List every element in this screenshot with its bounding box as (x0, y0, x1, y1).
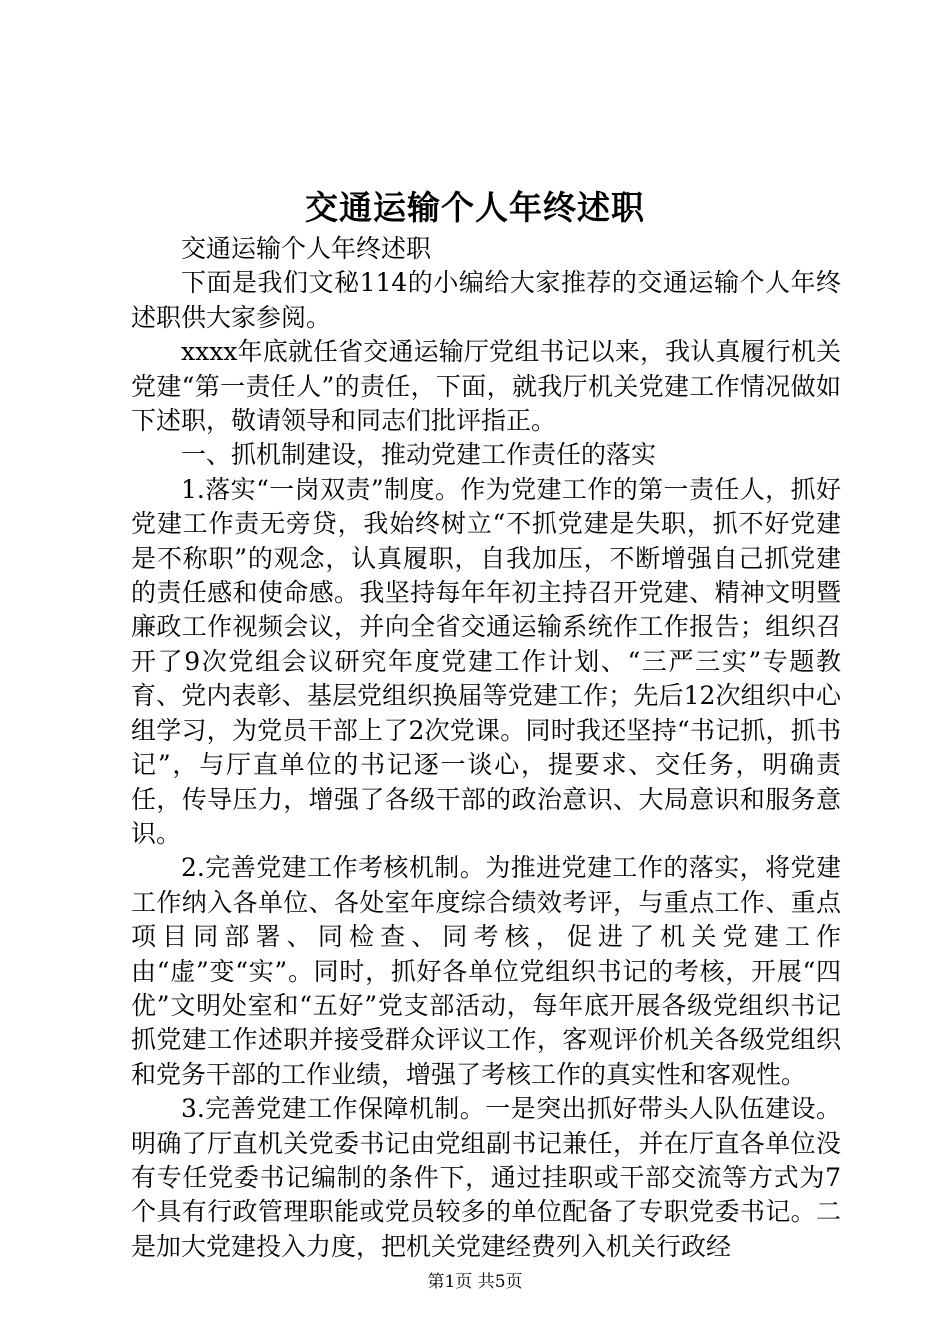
paragraph-intro: 下面是我们文秘114的小编给大家推荐的交通运输个人年终述职供大家参阅。 (131, 268, 841, 332)
paragraph-item-2: 2.完善党建工作考核机制。为推进党建工作的落实，将党建工作纳入各单位、各处室年度综合绩效考评，与重点工作、重点项目同部署、同检查、同考核，促进了机关党建工作由“虚”变“实”。同时，抓好各单位党组织书记的考核，开展“四优”文明处室和“五好”党支部活动，每年底开展各级党组织书记抓党建工作述职并接受群众评议工作，客观评价机关各级党组织和党务干部的工作业绩，增强了考核工作的真实性和客观性。 (131, 853, 841, 1089)
paragraph-subtitle: 交通运输个人年终述职 (181, 234, 432, 263)
paragraph-preface: xxxx年底就任省交通运输厅党组书记以来，我认真履行机关党建“第一责任人”的责任，下面，就我厅机关党建工作情况做如下述职，敬请领导和同志们批评指正。 (131, 337, 841, 436)
paragraph-item-1: 1.落实“一岗双责”制度。作为党建工作的第一责任人，抓好党建工作责无旁贷，我始终树立“不抓党建是失职，抓不好党建是不称职”的观念，认真履职，自我加压，不断增强自己抓党建的责任感和使命感。我坚持每年年初主持召开党建、精神文明暨廉政工作视频会议，并向全省交通运输系统作工作报告；组织召开了9次党组会议研究年度党建工作计划、“三严三实”专题教育、党内表彰、基层党组织换届等党建工作；先后12次组织中心组学习，为党员干部上了2次党课。同时我还坚持“书记抓，抓书记”，与厅直单位的书记逐一谈心，提要求、交任务，明确责任，传导压力，增强了各级干部的政治意识、大局意识和服务意识。 (131, 474, 841, 848)
section-heading-1: 一、抓机制建设，推动党建工作责任的落实 (181, 440, 657, 470)
document-title: 交通运输个人年终述职 (305, 188, 645, 227)
page-footer: 第1页 共5页 (427, 1272, 523, 1292)
document-body (131, 232, 841, 1264)
paragraph-item-3: 3.完善党建工作保障机制。一是突出抓好带头人队伍建设。明确了厅直机关党委书记由党组副书记兼任，并在厅直各单位没有专任党委书记编制的条件下，通过挂职或干部交流等方式为7个具有行政管理职能或党员较多的单位配备了专职党委书记。二是加大党建投入力度，把机关党建经费列入机关行政经 (131, 1094, 841, 1261)
